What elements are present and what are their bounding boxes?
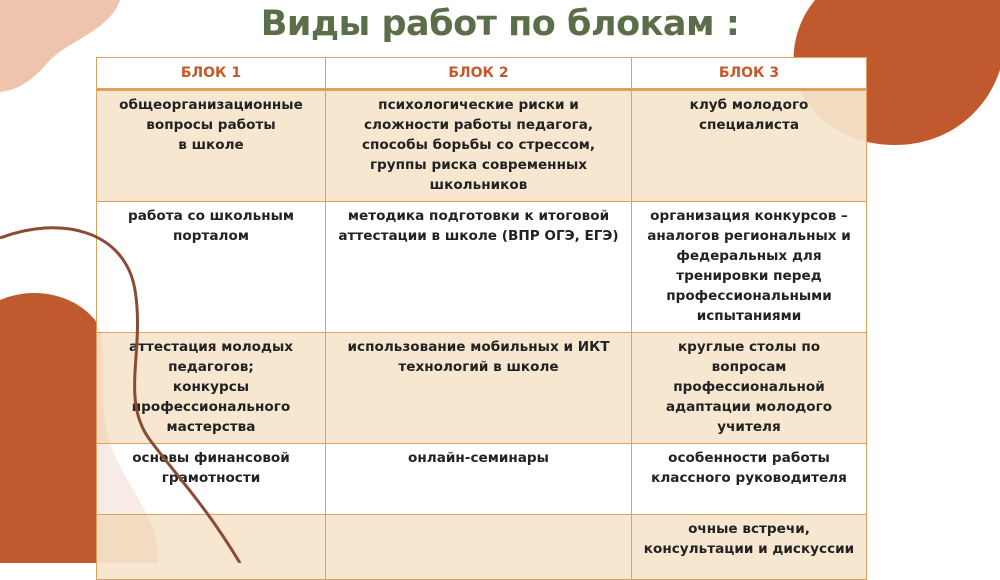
table-row: [97, 444, 867, 515]
table-cell: [326, 90, 632, 202]
blocks-table: [96, 57, 867, 580]
table-cell: [632, 515, 867, 580]
table-cell: [632, 444, 867, 515]
table-cell: [326, 333, 632, 444]
table-cell: [326, 444, 632, 515]
table-row: [97, 202, 867, 333]
cell-text: психологические риски и сложности работы педагога, способы борьбы со стрессом, группы риска современных школьников: [361, 97, 596, 193]
header-block-3: БЛОК 3: [632, 58, 867, 90]
cell-text: общеорганизационные вопросы работы в школе: [119, 97, 303, 153]
table-cell: [97, 90, 326, 202]
table-row: [97, 90, 867, 202]
cell-text: методика подготовки к итоговой аттестации в школе (ВПР ОГЭ, ЕГЭ): [338, 208, 619, 244]
table-header-row: [97, 58, 867, 90]
cell-text: использование мобильных и ИКТ технологий в школе: [347, 339, 610, 375]
table-row: [97, 515, 867, 580]
cell-text: основы финансовой грамотности: [132, 450, 290, 486]
cell-text: онлайн-семинары: [408, 450, 549, 466]
table-cell: [632, 90, 867, 202]
table-cell: [326, 515, 632, 580]
table-cell: [97, 444, 326, 515]
cell-text: круглые столы по вопросам профессиональной адаптации молодого учителя: [665, 339, 833, 435]
header-block-2: БЛОК 2: [326, 58, 632, 90]
table-cell: [97, 202, 326, 333]
table-cell: [326, 202, 632, 333]
header-block-1: БЛОК 1: [97, 58, 326, 90]
cell-text: особенности работы классного руководителя: [651, 450, 847, 486]
table-cell: [97, 333, 326, 444]
table-row: [97, 333, 867, 444]
table-cell: [632, 202, 867, 333]
table-cell: [632, 333, 867, 444]
page-title: Виды работ по блокам :: [260, 4, 740, 44]
cell-text: аттестация молодых педагогов; конкурсы профессионального мастерства: [128, 339, 294, 435]
cell-text: работа со школьным порталом: [128, 208, 294, 244]
cell-text: организация конкурсов – аналогов региональных и федеральных для тренировки перед профессиональными испытаниями: [647, 208, 851, 324]
cell-text: очные встречи, консультации и дискуссии: [643, 521, 855, 557]
cell-text: клуб молодого специалиста: [689, 97, 809, 133]
table-cell: [97, 515, 326, 580]
